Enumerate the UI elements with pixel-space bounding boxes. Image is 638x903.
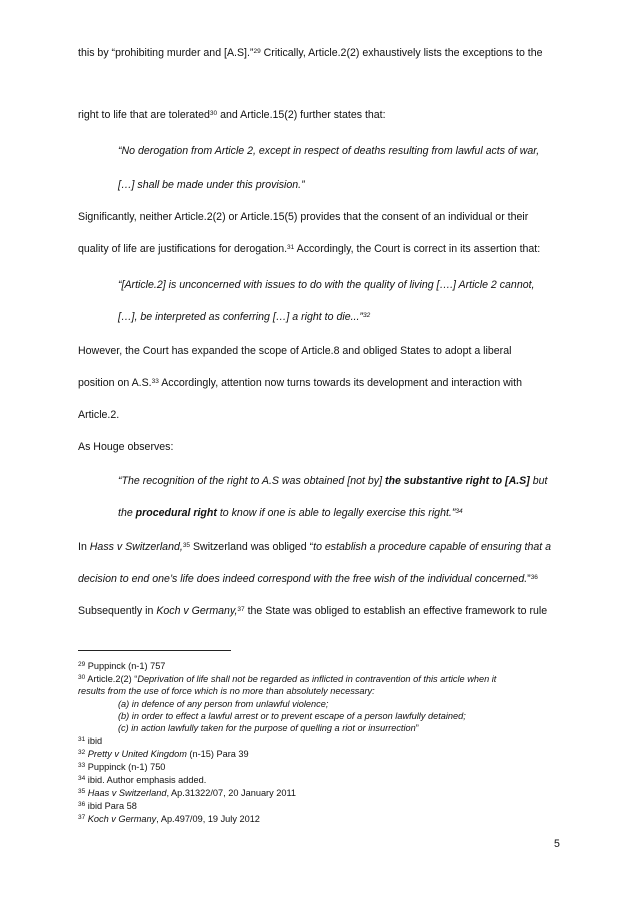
body-line-2 bbox=[78, 108, 386, 122]
footnote-31 bbox=[78, 735, 102, 747]
quote-3-line-2 bbox=[118, 506, 463, 520]
text-run: but bbox=[529, 475, 548, 487]
footnote-text: , Ap.31322/07, 20 January 2011 bbox=[166, 788, 297, 798]
quote-2-line-2 bbox=[118, 310, 370, 324]
emphasis-bold: the substantive right to [A.S] bbox=[384, 475, 530, 487]
body-line-1 bbox=[78, 46, 543, 60]
case-name: Pretty v United Kingdom bbox=[85, 749, 187, 759]
text-run: the State was obliged to establish an effective framework to rule bbox=[244, 605, 548, 617]
footnote-34 bbox=[78, 774, 206, 786]
footnote-30 bbox=[78, 673, 496, 685]
emphasis-bold: procedural right bbox=[135, 507, 217, 519]
body-line-6 bbox=[78, 376, 522, 390]
text-run: position on A.S. bbox=[78, 377, 152, 389]
footnote-ref-29[interactable]: 29 bbox=[253, 48, 261, 55]
footnote-37 bbox=[78, 813, 260, 825]
body-line-5: However, the Court has expanded the scope of Article.8 and obliged States to adopt a liberal bbox=[78, 345, 512, 357]
footnote-number: 36 bbox=[78, 801, 86, 808]
footnote-ref-37[interactable]: 37 bbox=[237, 606, 245, 613]
footnote-text: ibid Para 58 bbox=[85, 801, 137, 811]
footnote-30-line-2: results from the use of force which is no more than absolutely necessary: bbox=[78, 686, 375, 696]
footnote-number: 37 bbox=[78, 814, 86, 821]
footnote-ref-32[interactable]: 32 bbox=[362, 312, 371, 319]
footnote-30-item-b: (b) in order to effect a lawful arrest or to prevent escape of a person lawfully detained; bbox=[118, 711, 466, 721]
footnote-text: , Ap.497/09, 19 July 2012 bbox=[156, 814, 260, 824]
text-run: quality of life are justifications for derogation. bbox=[78, 243, 288, 255]
case-name: Koch v Germany bbox=[85, 814, 157, 824]
footnote-30-item-a: (a) in defence of any person from unlawful violence; bbox=[118, 699, 329, 709]
body-line-11 bbox=[78, 604, 547, 618]
case-name: Koch v Germany, bbox=[156, 605, 238, 617]
text-run: Accordingly, the Court is correct in its assertion that: bbox=[294, 243, 541, 255]
footnote-text: Puppinck (n-1) 750 bbox=[85, 762, 166, 772]
footnote-text: (n-15) Para 39 bbox=[186, 749, 249, 759]
text-run: the bbox=[118, 507, 136, 519]
footnote-quote: Deprivation of life shall not be regarded as inflicted in contravention of this article when it bbox=[137, 674, 497, 684]
footnote-text: ibid bbox=[85, 736, 103, 746]
text-run: Switzerland was obliged “ bbox=[190, 541, 314, 553]
quote-2-line-1: “[Article.2] is unconcerned with issues to do with the quality of living [….] Article 2 cannot, bbox=[118, 279, 535, 291]
body-line-4 bbox=[78, 242, 540, 256]
case-name: Hass v Switzerland, bbox=[89, 541, 183, 553]
text-run: to know if one is able to legally exercise this right.” bbox=[216, 507, 456, 519]
body-line-3: Significantly, neither Article.2(2) or Article.15(5) provides that the consent of an individual or their bbox=[78, 211, 529, 223]
quote-3-line-1 bbox=[118, 474, 547, 488]
footnote-32 bbox=[78, 748, 249, 760]
page-number: 5 bbox=[554, 838, 560, 850]
footnote-30-item-c bbox=[118, 722, 419, 734]
footnote-35 bbox=[78, 787, 296, 799]
quote-inline: decision to end one’s life does indeed correspond with the free wish of the individual concerned. bbox=[78, 573, 528, 585]
footnote-ref-35[interactable]: 35 bbox=[182, 542, 191, 549]
footnote-separator bbox=[78, 650, 231, 651]
footnote-text: Article.2(2) “ bbox=[85, 674, 138, 684]
text-run: In bbox=[78, 541, 90, 553]
footnote-ref-34[interactable]: 34 bbox=[455, 508, 463, 515]
footnote-number: 32 bbox=[78, 749, 86, 756]
footnote-36 bbox=[78, 800, 137, 812]
footnote-number: 29 bbox=[78, 661, 86, 668]
body-line-10 bbox=[78, 572, 538, 586]
quote-inline: to establish a procedure capable of ensuring that a bbox=[313, 541, 552, 553]
body-line-8: As Houge observes: bbox=[78, 441, 174, 453]
footnote-number: 30 bbox=[78, 674, 86, 681]
text-run: and Article.15(2) further states that: bbox=[217, 109, 386, 121]
footnote-text: ” bbox=[415, 723, 419, 733]
footnote-number: 33 bbox=[78, 762, 86, 769]
footnote-number: 31 bbox=[78, 736, 86, 743]
text-run: […], be interpreted as conferring […] a right to die...” bbox=[118, 311, 363, 323]
text-run: Accordingly, attention now turns towards its development and interaction with bbox=[158, 377, 522, 389]
text-run: Subsequently in bbox=[78, 605, 157, 617]
footnote-text: ibid. Author emphasis added. bbox=[85, 775, 207, 785]
body-line-7: Article.2. bbox=[78, 409, 120, 421]
footnote-29 bbox=[78, 660, 165, 672]
text-run: Critically, Article.2(2) exhaustively lists the exceptions to the bbox=[260, 47, 543, 59]
text-run: “The recognition of the right to A.S was obtained [not by] bbox=[118, 475, 385, 487]
footnote-ref-30[interactable]: 30 bbox=[209, 110, 218, 117]
quote-1-line-2: […] shall be made under this provision.” bbox=[118, 179, 305, 191]
footnote-ref-31[interactable]: 31 bbox=[287, 244, 295, 251]
footnote-33 bbox=[78, 761, 165, 773]
case-name: Haas v Switzerland bbox=[85, 788, 167, 798]
footnote-text: (c) in action lawfully taken for the purpose of quelling a riot or insurrection bbox=[118, 723, 416, 733]
text-run: ” bbox=[527, 573, 531, 585]
footnote-ref-33[interactable]: 33 bbox=[151, 378, 159, 385]
footnote-number: 35 bbox=[78, 788, 86, 795]
text-run: this by “prohibiting murder and [A.S].” bbox=[78, 47, 254, 59]
quote-1-line-1: “No derogation from Article 2, except in respect of deaths resulting from lawful acts of war, bbox=[118, 145, 540, 157]
footnote-ref-36[interactable]: 36 bbox=[530, 574, 538, 581]
text-run: right to life that are tolerated bbox=[78, 109, 210, 121]
footnote-number: 34 bbox=[78, 775, 86, 782]
footnote-text: Puppinck (n-1) 757 bbox=[85, 661, 166, 671]
body-line-9 bbox=[78, 540, 551, 554]
